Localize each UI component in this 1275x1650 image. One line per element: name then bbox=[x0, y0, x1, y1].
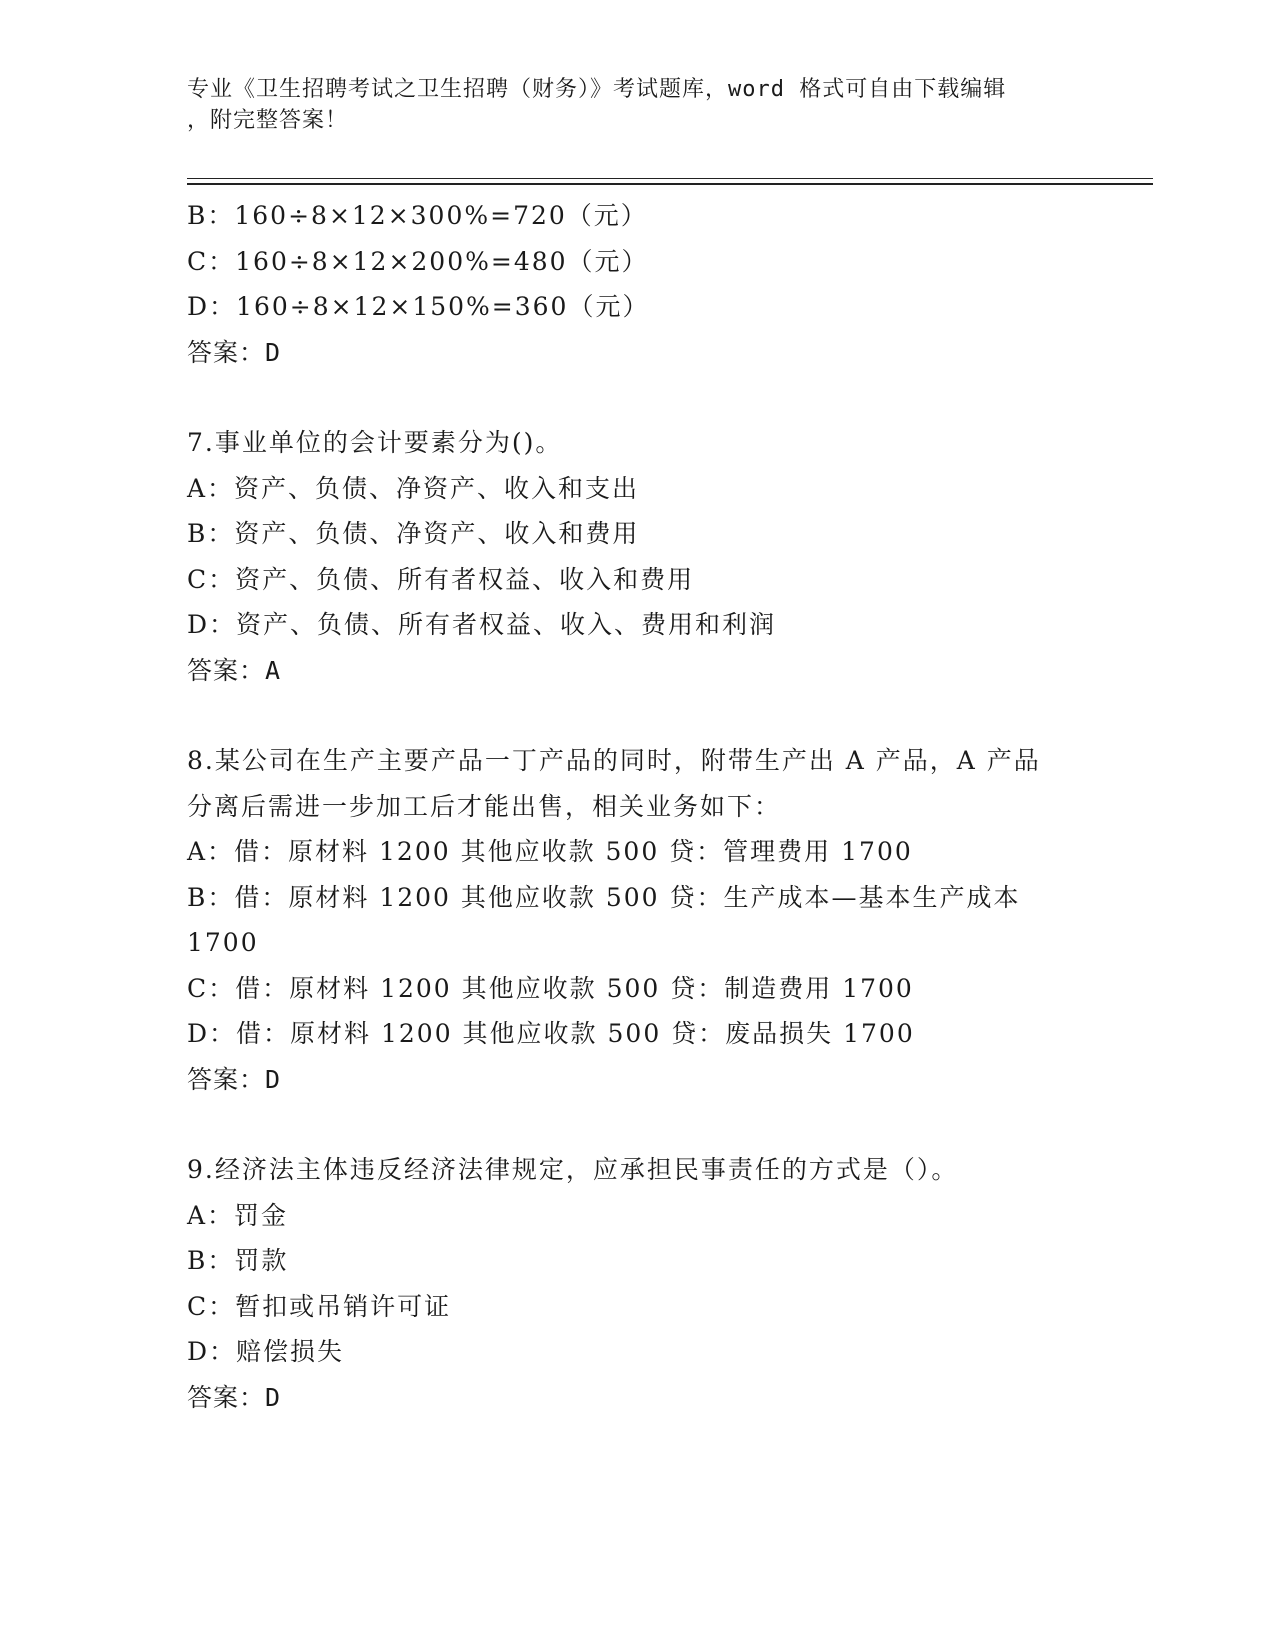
option-a: A：资产、负债、净资产、收入和支出 bbox=[187, 473, 640, 503]
question-8 bbox=[187, 738, 1127, 1102]
header-line-2: ，附完整答案！ bbox=[187, 108, 349, 133]
question-stem-line-2: 分离后需进一步加工后才能出售，相关业务如下： bbox=[187, 791, 782, 821]
option-d: D：赔偿损失 bbox=[187, 1337, 345, 1366]
question-stem: 9.经济法主体违反经济法律规定，应承担民事责任的方式是（）。 bbox=[187, 1155, 959, 1184]
document-header bbox=[187, 74, 1087, 136]
question-7 bbox=[187, 420, 1127, 693]
option-b: B：罚款 bbox=[187, 1246, 289, 1275]
option-b-line-1: B：借：原材料 1200 其他应收款 500 贷：生产成本—基本生产成本 bbox=[187, 882, 1021, 912]
option-d: D：160÷8×12×150%=360（元） bbox=[187, 292, 650, 321]
question-stem: 7.事业单位的会计要素分为()。 bbox=[187, 428, 563, 457]
option-b: B：资产、负债、净资产、收入和费用 bbox=[187, 519, 640, 548]
question-9 bbox=[187, 1147, 1127, 1420]
header-rule-thin bbox=[187, 178, 1153, 179]
option-c: C：借：原材料 1200 其他应收款 500 贷：制造费用 1700 bbox=[187, 973, 914, 1003]
option-c: C：暂扣或吊销许可证 bbox=[187, 1291, 452, 1321]
question-6-tail bbox=[187, 193, 1127, 375]
header-line-1: 专业《卫生招聘考试之卫生招聘（财务）》考试题库，word 格式可自由下载编辑 bbox=[187, 77, 1007, 102]
answer: 答案：D bbox=[187, 1064, 282, 1094]
option-a: A：罚金 bbox=[187, 1200, 289, 1230]
question-stem-line-1: 8.某公司在生产主要产品一丁产品的同时，附带生产出 A 产品，A 产品 bbox=[187, 746, 1041, 775]
option-d: D：借：原材料 1200 其他应收款 500 贷：废品损失 1700 bbox=[187, 1019, 915, 1048]
answer: 答案：D bbox=[187, 337, 282, 367]
option-a: A：借：原材料 1200 其他应收款 500 贷：管理费用 1700 bbox=[187, 837, 913, 866]
option-c: C：资产、负债、所有者权益、收入和费用 bbox=[187, 564, 695, 594]
option-b: B：160÷8×12×300%=720（元） bbox=[187, 201, 648, 230]
option-c: C：160÷8×12×200%=480（元） bbox=[187, 246, 649, 276]
question-list bbox=[187, 193, 1127, 1420]
option-b-line-2: 1700 bbox=[187, 928, 259, 957]
option-d: D：资产、负债、所有者权益、收入、费用和利润 bbox=[187, 610, 777, 639]
answer: 答案：D bbox=[187, 1382, 282, 1412]
answer: 答案：A bbox=[187, 655, 282, 685]
header-rule-thick bbox=[187, 183, 1153, 185]
